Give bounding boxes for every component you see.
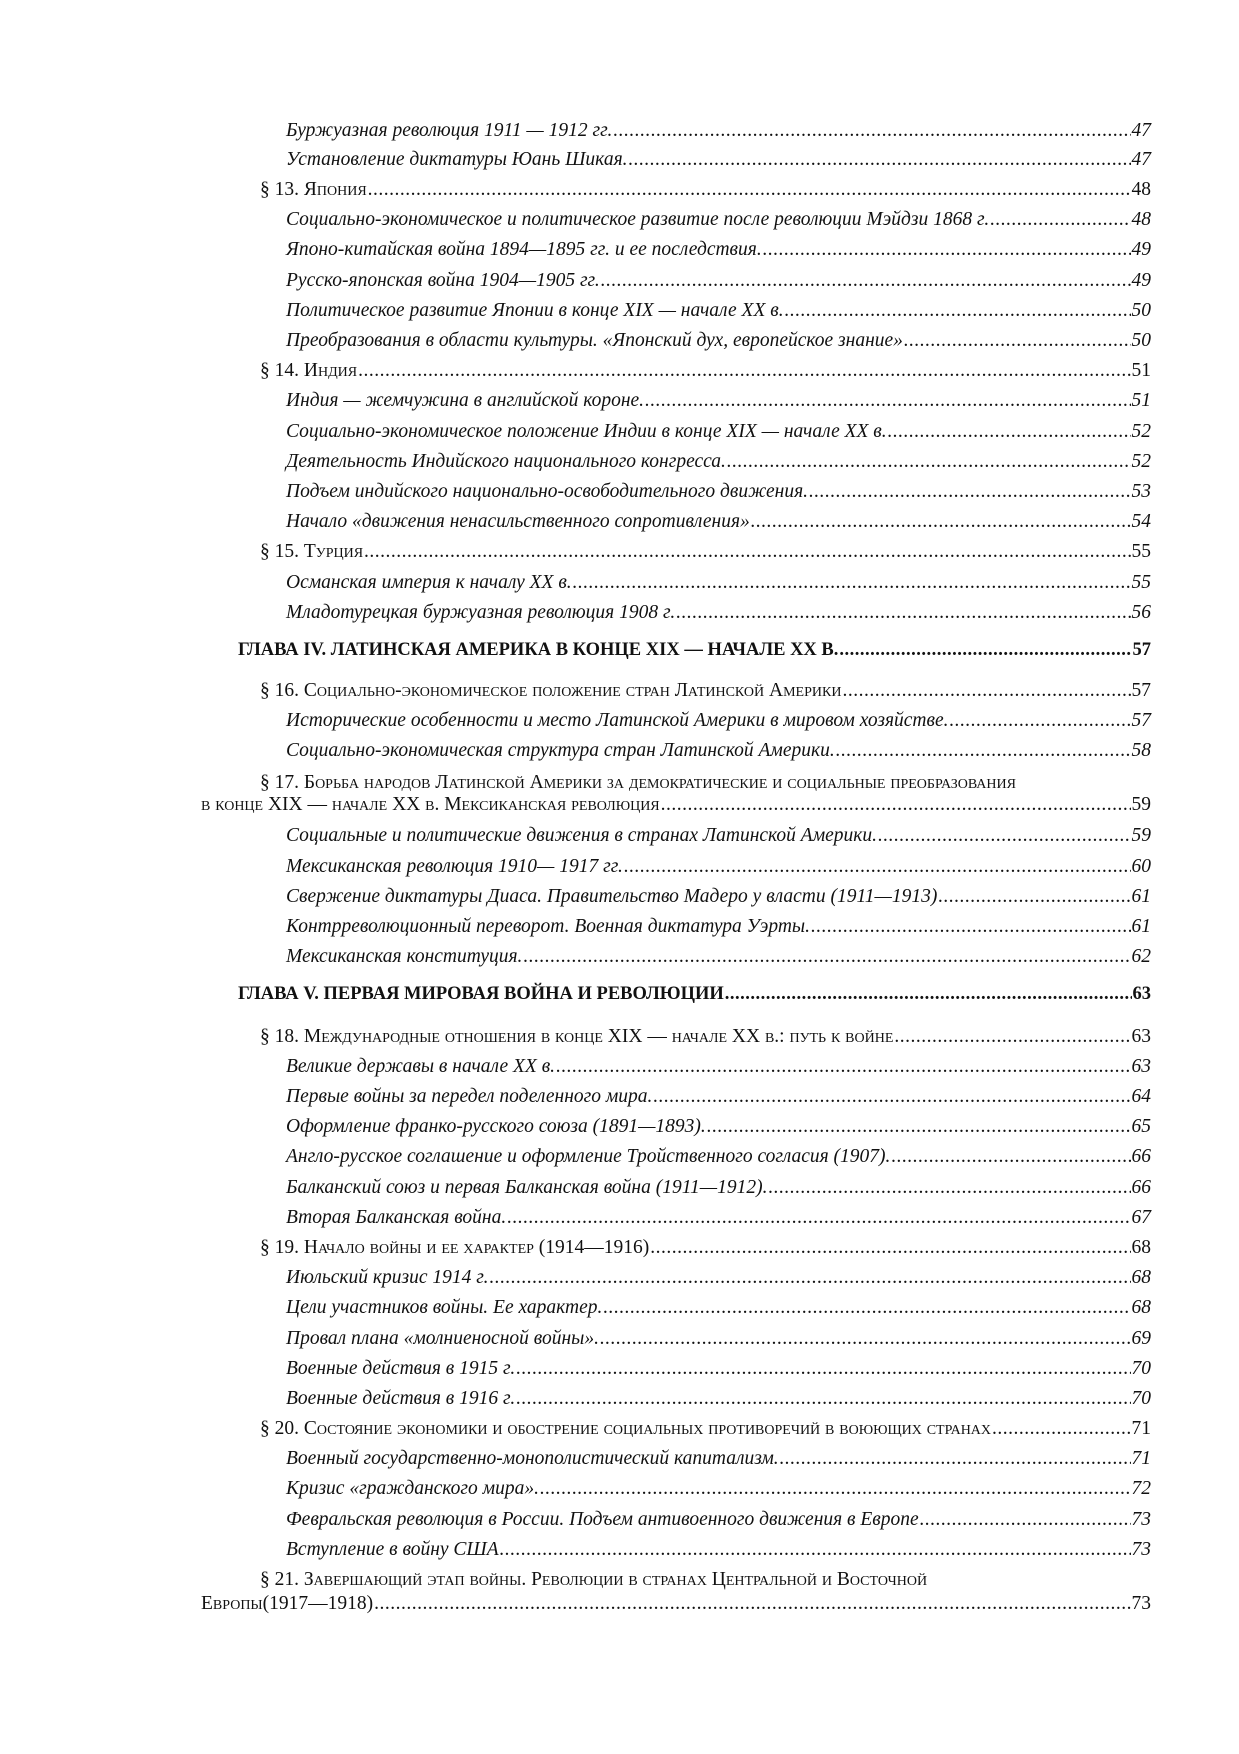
page-number: 63 — [1131, 1025, 1151, 1047]
toc-entry[interactable] — [260, 359, 1151, 383]
toc-entry-title: Оформление франко-русского союза (1891—1893). — [286, 1116, 706, 1138]
page-number: 68 — [1131, 1267, 1151, 1289]
dot-leader — [368, 178, 1131, 202]
toc-entry-title: Индия — жемчужина в английской короне. — [286, 390, 645, 412]
toc-entry-title: ГЛАВА V. ПЕРВАЯ МИРОВАЯ ВОЙНА И РЕВОЛЮЦИИ — [238, 984, 724, 1005]
page-number: 49 — [1131, 239, 1151, 261]
toc-entry[interactable] — [286, 1387, 1151, 1411]
toc-entry-title: Подъем индийского национально-освободительного движения. — [286, 481, 809, 503]
dot-leader — [629, 148, 1131, 172]
toc-entry[interactable] — [286, 148, 1151, 172]
page-number: 69 — [1131, 1327, 1151, 1349]
toc-entry-title: ГЛАВА IV. ЛАТИНСКАЯ АМЕРИКА В КОНЦЕ XIX — НАЧАЛЕ XX В. — [238, 639, 839, 660]
toc-entry-title: Социально-экономическое положение Индии в конце XIX — начале XX в. — [286, 420, 887, 442]
toc-entry[interactable] — [286, 329, 1151, 353]
toc-entry-title: Начало «движения ненасильственного сопротивления» — [286, 511, 750, 533]
page-number: 49 — [1131, 269, 1151, 291]
page-number: 71 — [1131, 1418, 1151, 1440]
toc-entry[interactable] — [260, 1417, 1151, 1441]
dot-leader — [523, 945, 1130, 969]
toc-entry-title: Военный государственно-монополистический капитализм. — [286, 1448, 779, 1470]
dot-leader — [600, 1327, 1131, 1351]
toc-entry[interactable] — [201, 1592, 1151, 1616]
page-number: 50 — [1131, 299, 1151, 321]
page-number: 50 — [1131, 330, 1151, 352]
page-number: 59 — [1131, 825, 1151, 847]
dot-leader — [888, 420, 1131, 444]
dot-leader — [938, 885, 1130, 909]
toc-entry-title: Политическое развитие Японии в конце XIX — начале XX в. — [286, 299, 784, 321]
toc-entry-title: Англо-русское соглашение и оформление Тройственного согласия (1907). — [286, 1146, 891, 1168]
dot-leader — [727, 450, 1131, 474]
toc-entry-title: § 20. Состояние экономики и обострение социальных противоречий в воюющих странах — [260, 1418, 992, 1440]
toc-entry-title: Контрреволюционный переворот. Военная диктатура Уэрты. — [286, 916, 811, 937]
dot-leader — [894, 1025, 1130, 1049]
toc-entry-title: Военные действия в 1916 г. — [286, 1387, 516, 1409]
toc-entry[interactable] — [286, 1447, 1151, 1471]
toc-entry[interactable] — [286, 1508, 1151, 1532]
toc-entry[interactable] — [286, 1477, 1151, 1501]
page-number: 57 — [1131, 710, 1151, 732]
page-number: 56 — [1131, 601, 1151, 623]
dot-leader — [992, 1417, 1130, 1441]
page-number: 72 — [1131, 1478, 1151, 1500]
page-number: 53 — [1131, 481, 1151, 503]
toc-entry[interactable] — [286, 1538, 1151, 1562]
toc-entry[interactable] — [286, 119, 1151, 143]
page-number: 58 — [1131, 740, 1151, 762]
toc-entry-title: Мексиканская революция 1910— 1917 гг. — [286, 855, 623, 877]
toc-entry-title-line1: § 21. Завершающий этап войны. Революции в странах Центральной и Восточной — [260, 1569, 928, 1591]
toc-entry[interactable] — [260, 540, 1151, 564]
page-number: 51 — [1131, 360, 1151, 382]
toc-entry[interactable] — [286, 601, 1151, 625]
page-number: 65 — [1131, 1116, 1151, 1138]
toc-entry[interactable] — [260, 1025, 1151, 1049]
toc-entry-title: Исторические особенности и место Латинской Америки в мировом хозяйстве. — [286, 710, 949, 732]
toc-entry-title: Февральская революция в России. Подъем антивоенного движения в Европе — [286, 1508, 919, 1530]
toc-entry-title: § 14. Индия — [260, 360, 358, 382]
toc-entry[interactable] — [286, 1176, 1151, 1200]
toc-entry-title: Кризис «гражданского мира». — [286, 1478, 539, 1500]
dot-leader — [836, 739, 1131, 763]
toc-entry-title: Цели участников войны. Ее характер. — [286, 1297, 603, 1319]
toc-entry[interactable] — [286, 1055, 1151, 1079]
toc-entry-title: Османская империя к началу XX в. — [286, 571, 572, 593]
page-number: 55 — [1131, 541, 1151, 563]
toc-entry-title: Преобразования в области культуры. «Японский дух, европейское знание» — [286, 330, 903, 352]
toc-entry[interactable] — [286, 885, 1151, 909]
page-number: 52 — [1131, 420, 1151, 442]
toc-entry-title: Социально-экономическое и политическое развитие после революции Мэйдзи 1868 г. — [286, 209, 990, 231]
toc-entry[interactable] — [286, 208, 1151, 232]
toc-entry-title: Японо-китайская война 1894—1895 гг. и ее последствия. — [286, 239, 762, 261]
toc-entry[interactable] — [286, 915, 1151, 939]
dot-leader — [768, 1176, 1130, 1200]
dot-leader — [725, 982, 1132, 1006]
toc-entry[interactable] — [286, 739, 1151, 763]
toc-entry-title: § 16. Социально-экономическое положение стран Латинской Америки — [260, 680, 842, 702]
dot-leader — [516, 1387, 1130, 1411]
toc-entry-title: Вторая Балканская война. — [286, 1206, 507, 1228]
toc-entry[interactable] — [286, 855, 1151, 879]
toc-entry-title: Европы(1917—1918) — [201, 1592, 374, 1614]
toc-entry[interactable] — [286, 269, 1151, 293]
toc-entry-title: § 19. Начало войны и ее характер (1914—1916) — [260, 1236, 650, 1258]
toc-entry[interactable] — [286, 420, 1151, 444]
toc-entry-title: Социальные и политические движения в странах Латинской Америки. — [286, 825, 878, 847]
toc-entry-title: § 15. Турция — [260, 541, 364, 563]
toc-entry-title: Первые войны за передел поделенного мира. — [286, 1085, 653, 1107]
page-number: 60 — [1131, 855, 1151, 877]
toc-entry-title: Великие державы в начале XX в. — [286, 1055, 556, 1077]
dot-leader — [950, 709, 1131, 733]
dot-leader — [990, 208, 1130, 232]
page-number: 63 — [1131, 1055, 1151, 1077]
dot-leader — [763, 238, 1131, 262]
dot-leader — [603, 1296, 1130, 1320]
toc-entry-title: Социально-экономическая структура стран Латинской Америки. — [286, 740, 835, 762]
dot-leader — [842, 679, 1130, 703]
toc-entry[interactable] — [260, 679, 1151, 703]
toc-entry[interactable] — [286, 824, 1151, 848]
page-number: 47 — [1131, 148, 1151, 170]
page-number: 64 — [1131, 1085, 1151, 1107]
toc-entry[interactable] — [286, 1085, 1151, 1109]
dot-leader — [920, 1508, 1131, 1532]
dot-leader — [624, 855, 1131, 879]
toc-entry[interactable] — [286, 1327, 1151, 1351]
toc-entry[interactable] — [201, 793, 1151, 817]
dot-leader — [785, 299, 1131, 323]
dot-leader — [676, 601, 1130, 625]
dot-leader — [601, 269, 1131, 293]
page-number: 48 — [1131, 179, 1151, 201]
dot-leader — [573, 571, 1131, 595]
dot-leader — [374, 1592, 1130, 1616]
page-number: 68 — [1131, 1236, 1151, 1258]
dot-leader — [751, 510, 1131, 534]
page-number: 57 — [1132, 639, 1151, 660]
toc-entry-title-line1: § 17. Борьба народов Латинской Америки за демократические и социальные преобразования — [260, 771, 1016, 793]
page-number: 62 — [1131, 946, 1151, 968]
page-number: 52 — [1131, 450, 1151, 472]
toc-entry[interactable] — [286, 1266, 1151, 1290]
page-number: 67 — [1131, 1206, 1151, 1228]
page-number: 61 — [1131, 885, 1151, 907]
dot-leader — [878, 824, 1130, 848]
dot-leader — [489, 1266, 1130, 1290]
dot-leader — [645, 389, 1130, 413]
dot-leader — [540, 1477, 1131, 1501]
page-number: 73 — [1131, 1508, 1151, 1530]
toc-entry[interactable] — [286, 571, 1151, 595]
toc-entry-title: в конце XIX — начале XX в. Мексиканская революция — [201, 794, 660, 816]
page-number: 59 — [1131, 794, 1151, 816]
toc-entry-title: Русско-японская война 1904—1905 гг. — [286, 269, 600, 291]
toc-entry-title: § 13. Япония — [260, 179, 367, 201]
dot-leader — [839, 638, 1131, 662]
page-number: 71 — [1131, 1448, 1151, 1470]
dot-leader — [650, 1236, 1130, 1260]
dot-leader — [707, 1115, 1131, 1139]
page-number: 54 — [1131, 511, 1151, 533]
toc-entry[interactable] — [286, 389, 1151, 413]
page-number: 73 — [1131, 1592, 1151, 1614]
dot-leader — [358, 359, 1130, 383]
toc-entry[interactable] — [286, 1357, 1151, 1381]
page-number: 66 — [1131, 1146, 1151, 1168]
page-number: 68 — [1131, 1297, 1151, 1319]
toc-entry-title: Буржуазная революция 1911 — 1912 гг. — [286, 119, 613, 141]
dot-leader — [904, 329, 1131, 353]
toc-entry[interactable] — [286, 1296, 1151, 1320]
toc-entry[interactable] — [286, 945, 1151, 969]
toc-entry[interactable] — [286, 450, 1151, 474]
page-number: 70 — [1131, 1387, 1151, 1409]
toc-entry[interactable] — [286, 1145, 1151, 1169]
dot-leader — [556, 1055, 1130, 1079]
dot-leader — [891, 1145, 1130, 1169]
toc-entry[interactable] — [286, 1115, 1151, 1139]
page-number: 47 — [1131, 119, 1151, 141]
toc-entry[interactable] — [286, 480, 1151, 504]
toc-entry[interactable] — [286, 1206, 1151, 1230]
page-number: 57 — [1131, 680, 1151, 702]
toc-entry-title: Балканский союз и первая Балканская война (1911—1912). — [286, 1176, 768, 1198]
page-number: 63 — [1132, 984, 1151, 1005]
toc-entry[interactable] — [260, 1236, 1151, 1260]
dot-leader — [811, 915, 1130, 939]
dot-leader — [364, 540, 1130, 564]
page-number: 70 — [1131, 1357, 1151, 1379]
dot-leader — [500, 1538, 1131, 1562]
toc-entry[interactable] — [286, 510, 1151, 534]
toc-entry-title: Свержение диктатуры Диаса. Правительство Мадеро у власти (1911—1913) — [286, 885, 938, 907]
page-number: 61 — [1131, 916, 1151, 937]
toc-entry-title: Деятельность Индийского национального конгресса. — [286, 450, 726, 472]
dot-leader — [780, 1447, 1131, 1471]
toc-entry-title: Вступление в войну США — [286, 1538, 499, 1560]
page-number: 51 — [1131, 390, 1151, 412]
toc-entry-title: Установление диктатуры Юань Шикая. — [286, 148, 628, 170]
toc-entry-title: Июльский кризис 1914 г. — [286, 1267, 489, 1289]
toc-entry[interactable] — [286, 238, 1151, 262]
dot-leader — [613, 119, 1130, 143]
toc-entry[interactable] — [286, 299, 1151, 323]
toc-entry[interactable] — [238, 982, 1151, 1006]
toc-entry-title: Военные действия в 1915 г. — [286, 1357, 516, 1379]
toc-entry-title: Провал плана «молниеносной войны». — [286, 1327, 599, 1349]
toc-entry-title: § 18. Международные отношения в конце XIX — начале XX в.: путь к войне — [260, 1025, 894, 1047]
page-number: 73 — [1131, 1538, 1151, 1560]
toc-entry[interactable] — [286, 709, 1151, 733]
toc-entry-title: Мексиканская конституция. — [286, 946, 523, 968]
dot-leader — [653, 1085, 1130, 1109]
page-number: 48 — [1131, 209, 1151, 231]
dot-leader — [516, 1357, 1130, 1381]
toc-entry[interactable] — [260, 178, 1151, 202]
toc-entry-title: Младотурецкая буржуазная революция 1908 г. — [286, 601, 676, 623]
page-number: 55 — [1131, 571, 1151, 593]
dot-leader — [809, 480, 1130, 504]
dot-leader — [507, 1206, 1130, 1230]
toc-entry[interactable] — [238, 638, 1151, 662]
page-number: 66 — [1131, 1176, 1151, 1198]
dot-leader — [661, 793, 1131, 817]
